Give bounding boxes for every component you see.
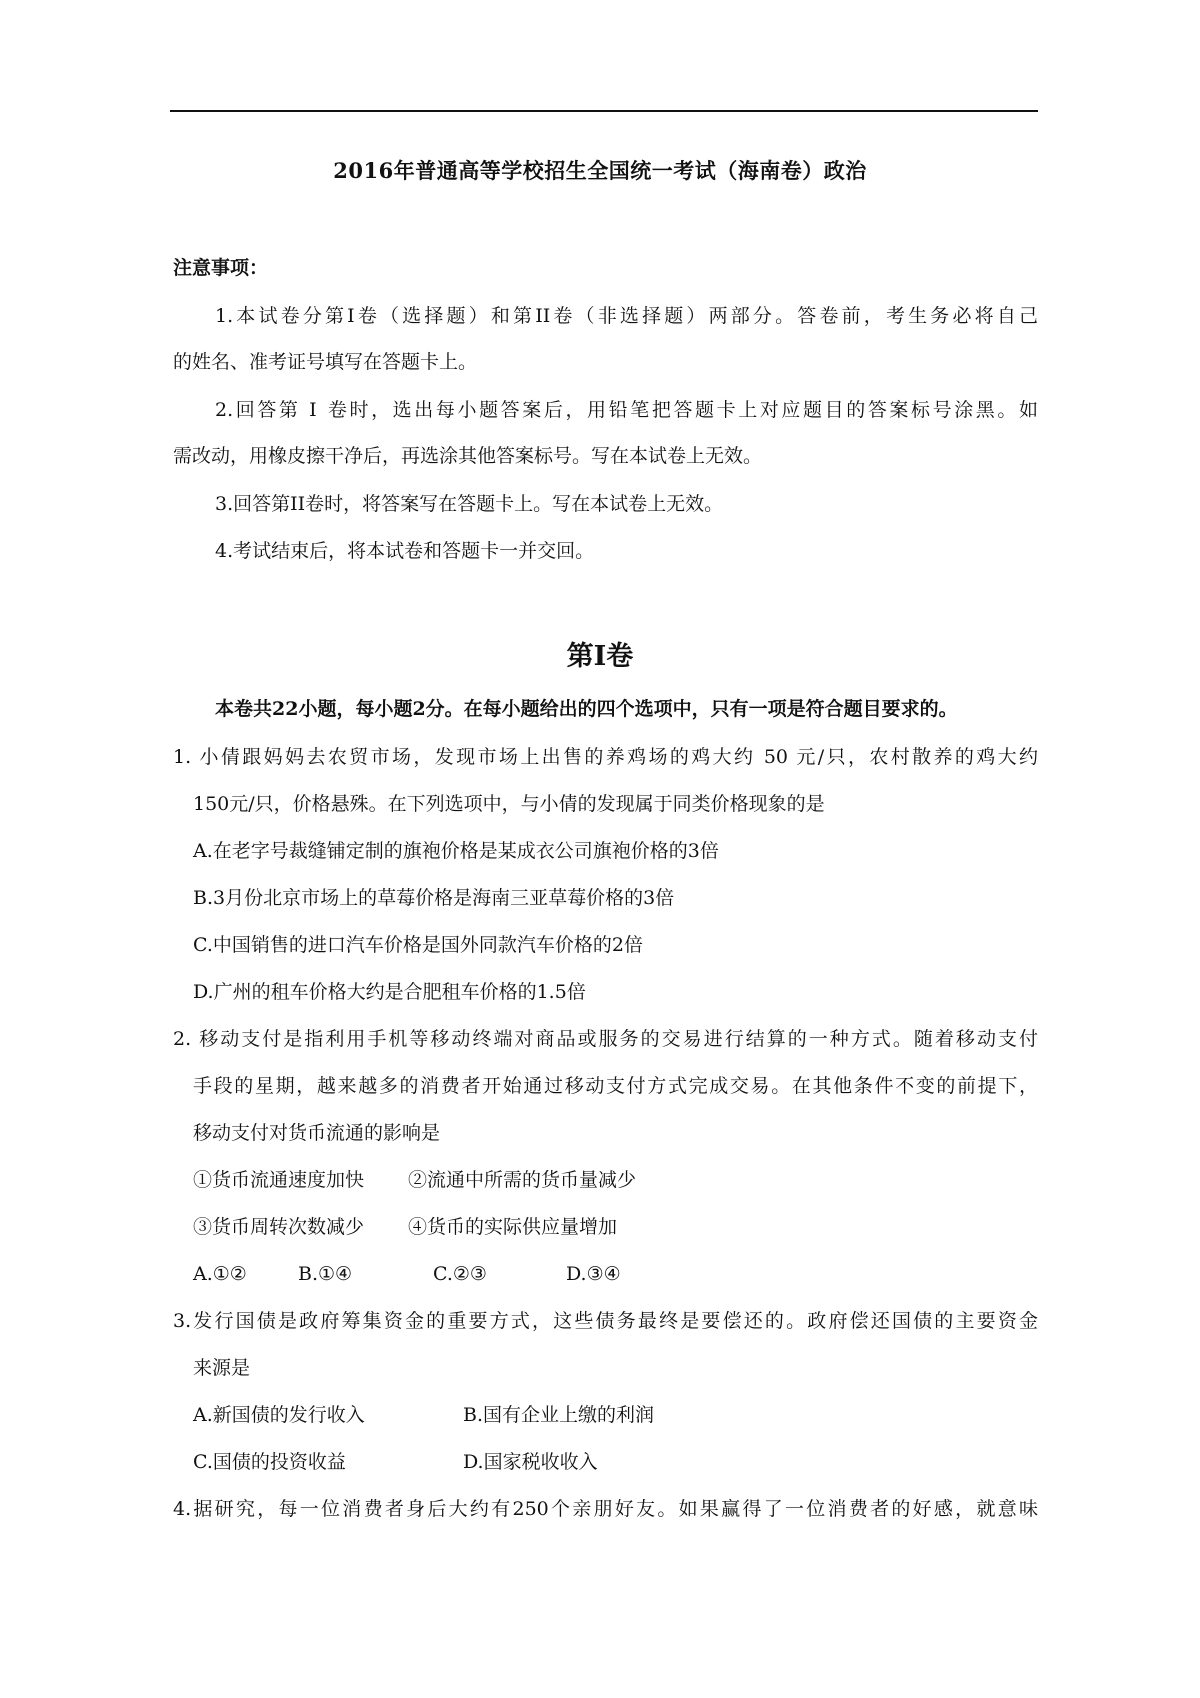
notice-1-line2: 的姓名、准考证号填写在答题卡上。 (173, 351, 478, 373)
notice-2-line2: 需改动，用橡皮擦干净后，再选涂其他答案标号。写在本试卷上无效。 (173, 445, 763, 467)
top-rule (170, 110, 1038, 112)
q3-line1: 3.发行国债是政府筹集资金的重要方式，这些债务最终是要偿还的。政府偿还国债的主要资金 (173, 1310, 1038, 1332)
q3-option-a: A.新国债的发行收入 (193, 1404, 365, 1426)
q2-line3: 移动支付对货币流通的影响是 (193, 1122, 441, 1144)
q2-item-3: ③货币周转次数减少 (193, 1216, 365, 1238)
section-title: 第Ⅰ卷 (566, 641, 634, 672)
q2-option-d: D.③④ (566, 1263, 621, 1285)
q1-option-b: B.3月份北京市场上的草莓价格是海南三亚草莓价格的3倍 (193, 887, 675, 909)
q2-option-c: C.②③ (433, 1263, 487, 1285)
notice-4: 4.考试结束后，将本试卷和答题卡一并交回。 (215, 540, 595, 562)
q2-line1: 2. 移动支付是指利用手机等移动终端对商品或服务的交易进行结算的一种方式。随着移动支付 (173, 1028, 1038, 1050)
q1-option-d: D.广州的租车价格大约是合肥租车价格的1.5倍 (193, 981, 586, 1003)
notice-3: 3.回答第II卷时，将答案写在答题卡上。写在本试卷上无效。 (215, 493, 724, 515)
q2-item-4: ④货币的实际供应量增加 (408, 1216, 618, 1238)
q1-option-a: A.在老字号裁缝铺定制的旗袍价格是某成衣公司旗袍价格的3倍 (193, 840, 719, 862)
notice-1-line1: 1.本试卷分第Ⅰ卷（选择题）和第II卷（非选择题）两部分。答卷前，考生务必将自己 (215, 305, 1038, 327)
notice-2-line1: 2.回答第 Ⅰ 卷时，选出每小题答案后，用铅笔把答题卡上对应题目的答案标号涂黑。如 (215, 399, 1038, 421)
q1-line2: 150元/只，价格悬殊。在下列选项中，与小倩的发现属于同类价格现象的是 (193, 793, 825, 815)
q3-option-d: D.国家税收收入 (463, 1451, 598, 1473)
q3-line2: 来源是 (193, 1357, 251, 1379)
q1-line1: 1. 小倩跟妈妈去农贸市场，发现市场上出售的养鸡场的鸡大约 50 元/只，农村散养的鸡大约 (173, 746, 1038, 768)
q3-option-c: C.国债的投资收益 (193, 1451, 346, 1473)
section-intro: 本卷共22小题，每小题2分。在每小题给出的四个选项中，只有一项是符合题目要求的。 (215, 698, 958, 720)
q2-item-2: ②流通中所需的货币量减少 (408, 1169, 637, 1191)
q4-line1: 4.据研究，每一位消费者身后大约有250个亲朋好友。如果赢得了一位消费者的好感，就意味 (173, 1498, 1038, 1520)
page-title: 2016年普通高等学校招生全国统一考试（海南卷）政治 (333, 158, 867, 183)
q2-item-1: ①货币流通速度加快 (193, 1169, 365, 1191)
q2-option-a: A.①② (193, 1263, 247, 1285)
notice-heading: 注意事项： (173, 257, 269, 279)
q3-option-b: B.国有企业上缴的利润 (463, 1404, 655, 1426)
q1-option-c: C.中国销售的进口汽车价格是国外同款汽车价格的2倍 (193, 934, 643, 956)
q2-option-b: B.①④ (298, 1263, 353, 1285)
q2-line2: 手段的星期，越来越多的消费者开始通过移动支付方式完成交易。在其他条件不变的前提下， (193, 1075, 1038, 1097)
